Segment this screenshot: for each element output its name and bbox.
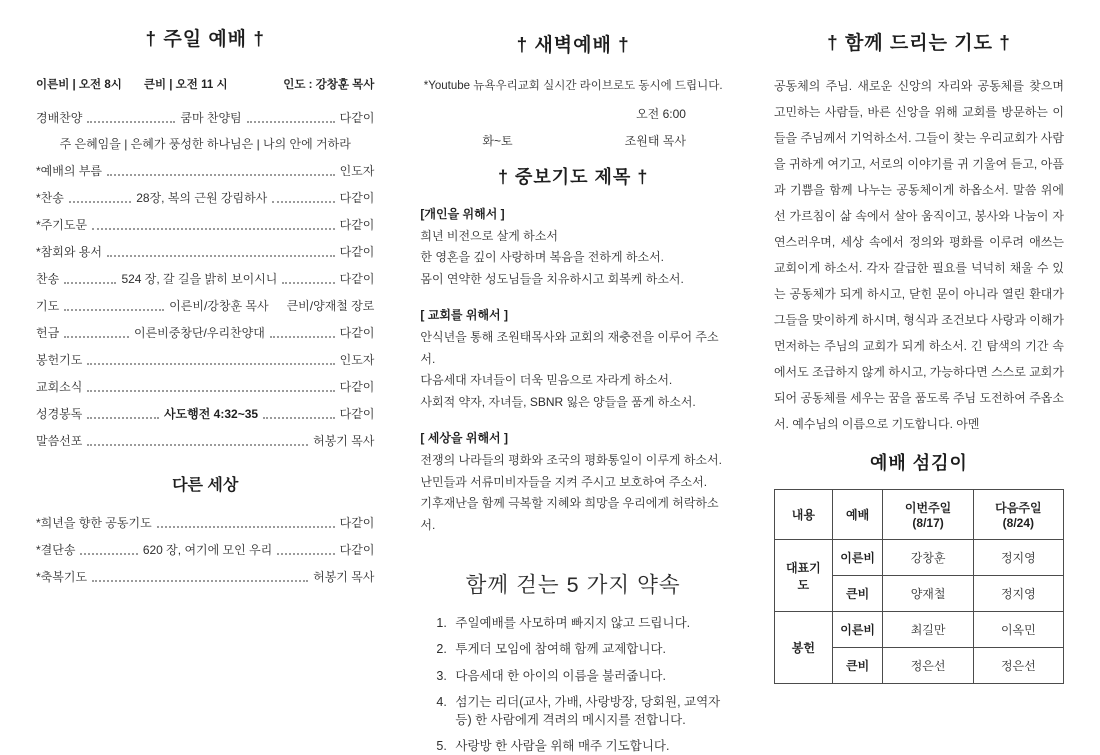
promise-number: 4. — [436, 694, 447, 709]
promise-text: 투게더 모임에 참여해 함께 교제합니다. — [455, 642, 666, 657]
promise-number: 5. — [436, 738, 447, 753]
order-item-label: *찬송 — [36, 191, 64, 205]
order-item-respondent: 다같이 — [339, 111, 375, 125]
servant-duty: 대표기도 — [774, 540, 832, 612]
order-item-label: 경배찬양 — [36, 111, 83, 125]
promise-text: 다음세대 한 아이의 이름을 불러줍니다. — [455, 668, 666, 683]
servant-service: 큰비 — [832, 576, 883, 612]
order-item-hymn2 — [36, 270, 374, 288]
servant-service: 이른비 — [832, 612, 883, 648]
leader-dots — [87, 417, 159, 419]
sunday-worship-column — [36, 16, 374, 668]
order-item-detail: 620 장, 여기에 모인 우리 — [142, 543, 273, 557]
servant-this-week: 양재철 — [883, 576, 973, 612]
order-item-announcements — [36, 378, 374, 396]
order-item-scripture — [36, 405, 374, 423]
order-item-respondent: 다같이 — [339, 191, 375, 205]
table-row — [774, 612, 1063, 648]
servant-next-week: 정은선 — [973, 648, 1063, 684]
scripture-reference: 사도행전 4:32~35 — [163, 407, 259, 421]
table-row — [774, 540, 1063, 576]
servant-next-week: 정지영 — [973, 540, 1063, 576]
promise-item — [436, 693, 726, 729]
order-item-detail: 28장, 복의 근원 강림하사 — [136, 191, 268, 205]
intercession-group-world — [420, 428, 726, 536]
order-item-respondent: 다같이 — [339, 407, 375, 421]
order-item-respondent: 허봉기 목사 — [313, 570, 375, 584]
dawn-worship-title: † 새벽예배 † — [516, 35, 630, 56]
order-item-confession — [36, 243, 374, 261]
order-item-label: *참회와 용서 — [36, 245, 102, 259]
intercession-group-church — [420, 305, 726, 413]
promise-number: 3. — [436, 668, 447, 683]
communal-prayer-title: † 함께 드리는 기도 † — [827, 33, 1011, 54]
order-item-label: 헌금 — [36, 326, 60, 340]
leader-dots — [277, 553, 334, 555]
order-item-respondent: 허봉기 목사 — [313, 434, 375, 448]
servant-duty: 봉헌 — [774, 612, 832, 684]
dawn-service-row — [420, 132, 726, 149]
order-item-praise — [36, 109, 374, 127]
five-promises-title: 함께 걷는 5 가지 약속 — [465, 573, 681, 598]
order-item-label: 교회소식 — [36, 380, 83, 394]
leader-dots — [270, 336, 335, 338]
promise-number: 1. — [436, 616, 447, 631]
promise-item — [436, 667, 726, 685]
leader-dots — [92, 228, 335, 230]
dawn-service-days: 화~토 — [482, 134, 513, 148]
order-item-label: 말씀선포 — [36, 434, 83, 448]
five-promises-list — [420, 614, 726, 755]
intercession-group-personal — [420, 204, 726, 290]
order-item-respondent: 다같이 — [339, 218, 375, 232]
intercession-line: 한 영혼을 깊이 사랑하며 복음을 전하게 하소서. — [420, 250, 664, 265]
intercession-line: 난민들과 서류미비자들을 지켜 주시고 보호하여 주소서. — [420, 474, 708, 489]
middle-column — [420, 16, 726, 753]
promise-text: 주일예배를 사모하며 빠지지 않고 드립니다. — [455, 616, 691, 631]
order-item-jubilee-prayer — [36, 514, 374, 532]
servants-header-content: 내용 — [774, 490, 832, 540]
main-service-time: 큰비 | 오전 11 시 — [143, 79, 228, 91]
promise-item — [436, 614, 726, 632]
order-item-respondent: 인도자 — [339, 353, 375, 367]
intercession-title: † 중보기도 제목 † — [497, 167, 649, 187]
intercession-line: 기후재난을 함께 극복할 지혜와 희망을 우리에게 허락하소서. — [420, 496, 719, 532]
servant-this-week: 최길만 — [883, 612, 973, 648]
intercession-line: 몸이 연약한 성도님들을 치유하시고 회복케 하소서. — [420, 271, 684, 286]
servant-next-week: 이옥민 — [973, 612, 1063, 648]
order-item-label: *예배의 부름 — [36, 164, 102, 178]
intercession-line: 안식년을 통해 조원태목사와 교회의 재충전을 이루어 주소서. — [420, 329, 719, 366]
intercession-line: 전쟁의 나라들의 평화와 조국의 평화통일이 이루게 하소서. — [420, 452, 722, 467]
order-item-detail: 이른비중창단/우리찬양대 — [133, 326, 265, 340]
servants-header-row — [774, 490, 1063, 540]
promise-item — [436, 640, 726, 658]
order-item-benediction — [36, 568, 374, 586]
order-item-lords-prayer — [36, 216, 374, 234]
servants-table — [774, 489, 1064, 684]
dawn-service-time: 오전 6:00 — [636, 107, 686, 121]
youtube-live-note: *Youtube 뉴욕우리교회 실시간 라이브로도 동시에 드립니다. — [423, 80, 723, 92]
leader-dots — [64, 282, 116, 284]
leader-dots — [64, 336, 129, 338]
leader-dots — [64, 309, 164, 311]
order-item-offering — [36, 324, 374, 342]
order-item-hymn1 — [36, 189, 374, 207]
leader-dots — [87, 121, 175, 123]
servant-this-week: 강창훈 — [883, 540, 973, 576]
sunday-worship-title: † 주일 예배 † — [145, 29, 265, 50]
service-times — [36, 76, 228, 92]
leader-dots — [69, 201, 131, 203]
servants-table-title: 예배 섬김이 — [869, 453, 968, 474]
order-item-detail: 524 장, 갈 길을 밝히 보이시니 — [121, 272, 278, 286]
leader-dots — [92, 580, 308, 582]
order-item-prayer — [36, 297, 374, 315]
communal-prayer-body: 공동체의 주님. 새로운 신앙의 자리와 공동체를 찾으며 고민하는 사람들, 바른 신앙을 위해 교회를 방문하는 이들을 주님께서 기억하소서. 그들이 찾는 우리교회가 사람을 귀하게 여기고, 서로의 이야기를 귀 기울여 듣고, 아픔과 기쁨을 함께 나누는 공동체이게 하옵소서. 말씀 위에 선 가르침이 삶 속에서 살아 움직이고, 봉사와 나눔이 자연스러우며, 세상 속에서 정의와 평화를 이루려 애쓰는 교회이게 하소서. 각자 갈급한 필요를 넉넉히 채울 수 있는 공동체가 되게 하시고, 닫힌 문이 아니라 열린 환대가 그들을 맞이하게 하시며, 형식과 조건보다 사랑과 이해가 먼저하는 주님의 교회가 되게 하소서. 긴 탐색의 기간 속에서도 조급하지 않게 하시고, 가능하다면 스스로 교회가 되어 공동체를 세우는 꿈을 품도록 주님 도전하여 주옵소서. 예수님의 이름으로 기도합니다. 아멘 — [773, 79, 1064, 432]
leader-dots — [263, 417, 335, 419]
order-item-offering-prayer — [36, 351, 374, 369]
order-item-label: *희년을 향한 공동기도 — [36, 516, 152, 530]
order-item-detail: 쿰마 찬양팀 — [180, 111, 242, 125]
promise-text: 섬기는 리더(교사, 가배, 사랑방장, 당회원, 교역자 등) 한 사람에게 격려의 메시지를 전합니다. — [455, 694, 721, 727]
intercession-group-header: [ 세상을 위해서 ] — [420, 431, 508, 446]
order-item-label: 성경봉독 — [36, 407, 83, 421]
order-item-sermon — [36, 432, 374, 450]
promise-number: 2. — [436, 642, 447, 657]
leader-dots — [107, 255, 335, 257]
leader-dots — [272, 201, 334, 203]
servant-this-week: 정은선 — [883, 648, 973, 684]
promise-item — [436, 737, 726, 755]
leader-dots — [107, 174, 335, 176]
sermon-title: 다른 세상 — [172, 477, 239, 494]
order-item-respondent: 다같이 — [339, 380, 375, 394]
servants-header-this-week: 이번주일(8/17) — [883, 490, 973, 540]
service-leader: 인도 : 강창훈 목사 — [283, 79, 375, 91]
order-item-respondent: 다같이 — [339, 245, 375, 259]
order-item-respondent: 다같이 — [339, 516, 375, 530]
intercession-group-header: [ 교회를 위해서 ] — [420, 308, 508, 323]
order-item-label: 기도 — [36, 299, 60, 313]
leader-dots — [247, 121, 335, 123]
early-service-time: 이른비 | 오전 8시 — [36, 79, 122, 91]
order-item-respondent: 다같이 — [339, 326, 375, 340]
order-item-commitment-song — [36, 541, 374, 559]
intercession-line: 희년 비전으로 살게 하소서 — [420, 228, 558, 243]
intercession-group-header: [개인을 위해서 ] — [420, 207, 505, 221]
order-item-label: *주기도문 — [36, 218, 88, 232]
leader-dots — [282, 282, 334, 284]
leader-dots — [157, 526, 335, 528]
servant-service: 이른비 — [832, 540, 883, 576]
order-item-detail: 이른비/강창훈 목사 — [169, 299, 269, 313]
order-item-respondent: 인도자 — [339, 164, 375, 178]
order-item-respondent: 다같이 — [339, 272, 375, 286]
servants-header-next-week: 다음주일(8/24) — [973, 490, 1063, 540]
order-item-label: 찬송 — [36, 272, 60, 286]
servant-next-week: 정지영 — [973, 576, 1063, 612]
order-item-label: 봉헌기도 — [36, 353, 83, 367]
order-item-respondent: 큰비/양재철 장로 — [286, 299, 375, 313]
order-item-respondent: 다같이 — [339, 543, 375, 557]
promise-text: 사랑방 한 사람을 위해 매주 기도합니다. — [455, 738, 670, 753]
service-schedule-row — [36, 76, 374, 92]
leader-dots — [87, 444, 308, 446]
order-item-call — [36, 162, 374, 180]
praise-song-list: 주 은혜임을 | 은혜가 풍성한 하나님은 | 나의 안에 거하라 — [59, 137, 351, 151]
right-column — [773, 16, 1064, 674]
dawn-service-pastor: 조원태 목사 — [624, 134, 686, 148]
intercession-line: 다음세대 자녀들이 더욱 믿음으로 자라게 하소서. — [420, 373, 673, 388]
leader-dots — [87, 390, 334, 392]
order-item-label: *축복기도 — [36, 570, 88, 584]
intercession-line: 사회적 약자, 자녀들, SBNR 잃은 양들을 품게 하소서. — [420, 394, 696, 409]
servant-service: 큰비 — [832, 648, 883, 684]
servants-header-service: 예배 — [832, 490, 883, 540]
leader-dots — [80, 553, 137, 555]
leader-dots — [87, 363, 334, 365]
order-item-label: *결단송 — [36, 543, 76, 557]
